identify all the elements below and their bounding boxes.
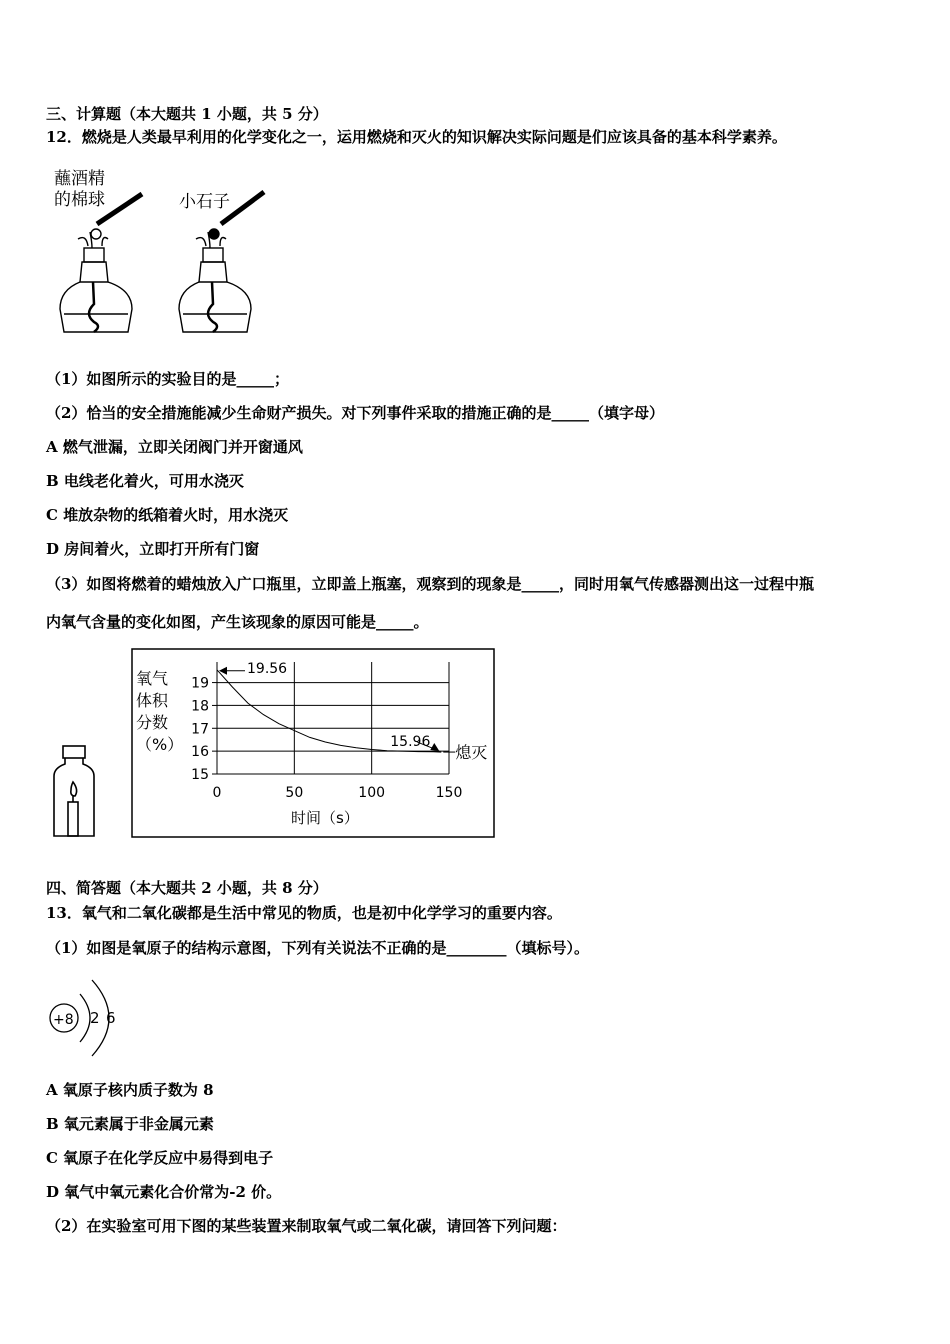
fig-label-cotton-1: 蘸酒精 (54, 169, 105, 189)
jar-candle-figure (50, 744, 100, 840)
q13-option-d: D 氧气中氧元素化合价常为-2 价。 (46, 1183, 282, 1201)
end-arrow-head (430, 743, 439, 751)
x-tick-label: 0 (212, 785, 222, 801)
question-12-part-2: （2）恰当的安全措施能减少生命财产损失。对下列事件采取的措施正确的是_____（填字母） (46, 404, 664, 422)
question-12-part-1: （1）如图所示的实验目的是_____； (46, 370, 289, 388)
question-13-part-2: （2）在实验室可用下图的某些装置来制取氧气或二氧化碳，请回答下列问题： (46, 1217, 567, 1235)
y-tick-label: 19 (191, 675, 209, 692)
q13-option-c: C 氧原子在化学反应中易得到电子 (46, 1149, 274, 1167)
question-13-stem: 13．氧气和二氧化碳都是生活中常见的物质，也是初中化学学习的重要内容。 (46, 904, 562, 922)
option-b: B 电线老化着火，可用水浇灭 (46, 472, 244, 490)
y-label-line-3: 分数 (136, 713, 169, 732)
x-tick-label: 50 (285, 785, 304, 801)
y-tick-label: 15 (191, 767, 209, 783)
option-c: C 堆放杂物的纸箱着火时，用水浇灭 (46, 506, 289, 524)
alcohol-lamp-right (179, 192, 264, 332)
alcohol-lamp-figure (46, 164, 286, 349)
y-tick-label: 17 (191, 721, 209, 738)
shell-1-electrons: 2 (90, 1009, 100, 1027)
option-a: A 燃气泄漏，立即关闭阀门并开窗通风 (46, 438, 303, 456)
oxygen-chart (131, 648, 495, 838)
question-12-stem: 12．燃烧是人类最早利用的化学变化之一，运用燃烧和灭火的知识解决实际问题是们应该具备的基本科学素养。 (46, 128, 787, 146)
x-tick-label: 100 (358, 785, 386, 801)
question-12-part-3b: 内氧气含量的变化如图，产生该现象的原因可能是_____。 (46, 613, 429, 631)
fig-label-cotton-2: 的棉球 (54, 190, 105, 210)
question-13-part-1: （1）如图是氧原子的结构示意图，下列有关说法不正确的是________（填标号）。 (46, 939, 589, 957)
y-tick-label: 16 (191, 744, 209, 761)
nucleus-charge: +8 (53, 1012, 74, 1028)
y-label-line-2: 体积 (136, 691, 169, 710)
x-axis-label: 时间（s） (291, 809, 359, 827)
q13-option-b: B 氧元素属于非金属元素 (46, 1115, 214, 1133)
section-3-heading: 三、计算题（本大题共 1 小题，共 5 分） (46, 105, 328, 123)
electron-shell-1 (80, 994, 90, 1042)
y-label-line-4: （%） (136, 735, 184, 754)
y-label-line-1: 氧气 (136, 669, 169, 688)
question-12-part-3a: （3）如图将燃着的蜡烛放入广口瓶里，立即盖上瓶塞，观察到的现象是_____，同时用氧气传感器测出这一过程中瓶 (46, 575, 814, 593)
extinguish-label: 熄灭 (455, 743, 488, 763)
fig-label-stone: 小石子 (179, 192, 230, 212)
x-tick-label: 150 (435, 785, 463, 801)
alcohol-lamp-left (60, 194, 142, 332)
start-value-label: 19.56 (247, 660, 288, 677)
end-value-label: 15.96 (390, 734, 431, 751)
section-4-heading: 四、简答题（本大题共 2 小题，共 8 分） (46, 879, 328, 897)
q13-option-a: A 氧原子核内质子数为 8 (46, 1081, 214, 1099)
shell-2-electrons: 6 (106, 1009, 116, 1027)
oxygen-atom-diagram (46, 972, 136, 1062)
y-tick-label: 18 (191, 698, 209, 715)
option-d: D 房间着火，立即打开所有门窗 (46, 540, 260, 558)
